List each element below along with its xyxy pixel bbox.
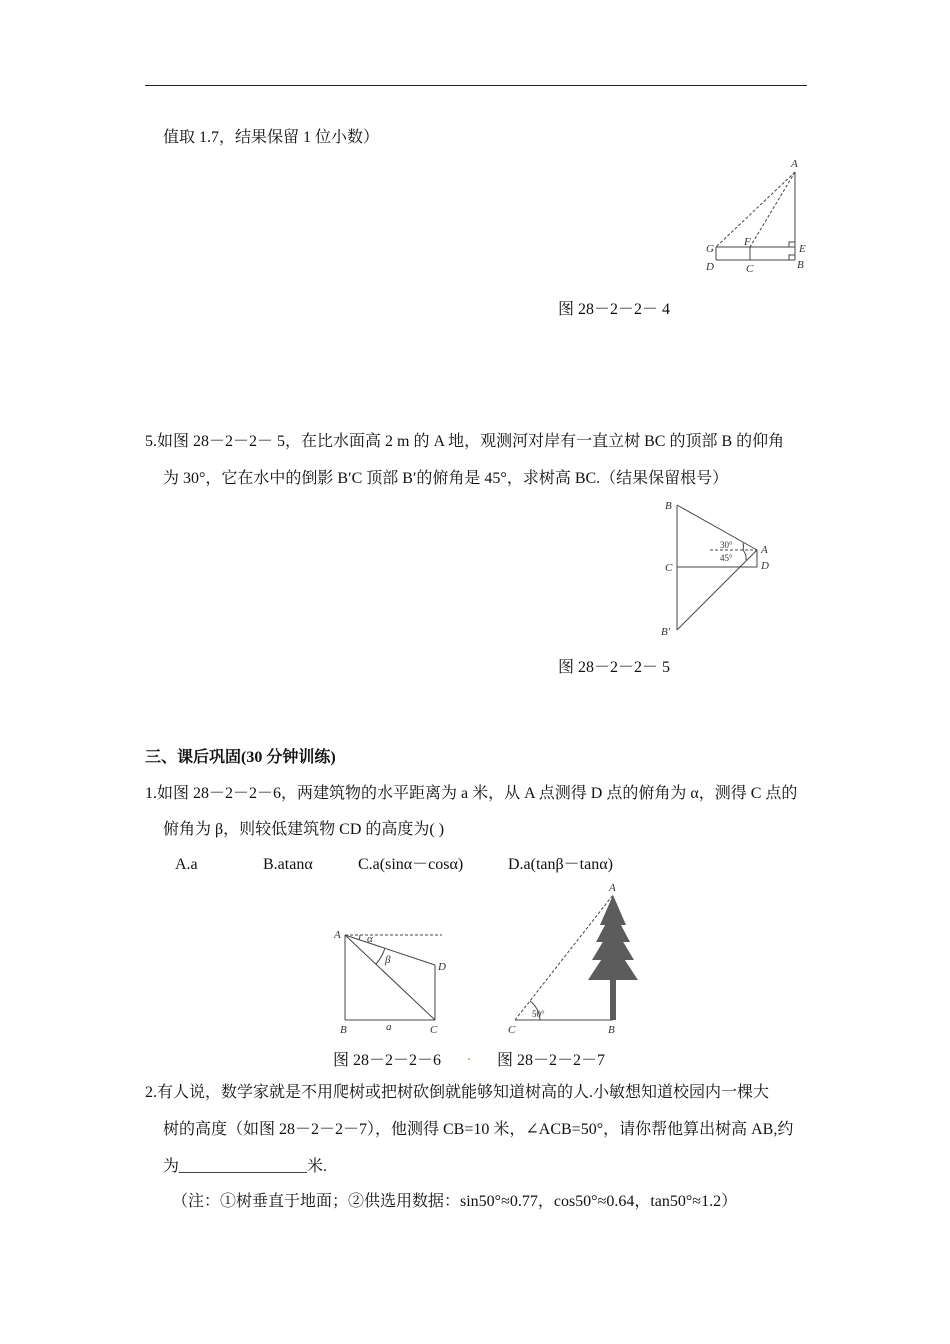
- fig5-angle-45: 45°: [720, 553, 733, 563]
- p2-line1: 2.有人说，数学家就是不用爬树或把树砍倒就能够知道树高的人.小敏想知道校园内一棵大: [145, 1084, 770, 1101]
- fig7-caption: 图 28－2－2－7: [497, 1052, 606, 1069]
- fig4-label-E: E: [799, 243, 806, 255]
- p1-option-b: B.atanα: [263, 856, 313, 873]
- fig7-angle-50: 50°: [532, 1009, 545, 1019]
- q5-line1: 5.如图 28－2－2－ 5，在比水面高 2 m 的 A 地，观测河对岸有一直立树 BC 的顶部 B 的仰角: [145, 433, 785, 450]
- fig4-right-angle-B: [789, 255, 795, 260]
- fig4-right-angle-E: [789, 242, 795, 247]
- p1-option-d: D.a(tanβ－tanα): [508, 856, 613, 873]
- fig5-angle-30: 30°: [720, 540, 733, 550]
- figure-28-2-2-5: [655, 495, 785, 645]
- section3-title: 三、课后巩固(30 分钟训练): [145, 749, 336, 766]
- fig7-label-C: C: [508, 1024, 516, 1036]
- fig6-angle-arc-alpha: [359, 935, 360, 940]
- fig6-label-C: C: [430, 1024, 438, 1036]
- fig4-line-AG: [716, 172, 795, 247]
- p1-option-a: A.a: [175, 856, 198, 873]
- fig5-label-B: B: [665, 500, 672, 512]
- p1-option-c: C.a(sinα－cosα): [358, 856, 464, 873]
- fig5-label-D: D: [761, 560, 769, 572]
- fig6-label-a: a: [386, 1021, 392, 1033]
- fig-caption-separator: .: [467, 1047, 471, 1064]
- fig6-angle-arc-beta: [376, 948, 385, 964]
- p1-line2: 俯角为 β，则较低建筑物 CD 的高度为( ): [163, 821, 445, 838]
- fig4-label-A: A: [791, 158, 798, 170]
- p2-line3: 为________________米.: [163, 1158, 328, 1175]
- fig6-label-D: D: [438, 961, 446, 973]
- p2-note: （注：①树垂直于地面；②供选用数据：sin50°≈0.77，cos50°≈0.64，tan50°≈1.2）: [172, 1193, 738, 1210]
- fig5-line-ABp: [677, 550, 757, 630]
- fig4-line-AF: [750, 172, 795, 247]
- fig4-label-B: B: [797, 259, 804, 271]
- fig5-angle-arc-45: [743, 550, 746, 560]
- p1-line1: 1.如图 28－2－2－6，两建筑物的水平距离为 a 米，从 A 点测得 D 点的俯角为 α，测得 C 点的: [145, 785, 798, 802]
- fig4-label-D: D: [706, 261, 714, 273]
- fig6-line-AC: [345, 935, 435, 1020]
- fig4-caption: 图 28－2－2－ 4: [558, 301, 671, 318]
- fig7-tree-icon: [588, 895, 638, 1020]
- fig6-caption: 图 28－2－2－6: [333, 1052, 442, 1069]
- figure-28-2-2-7: [500, 880, 645, 1040]
- fig6-label-B: B: [340, 1024, 347, 1036]
- fig7-label-B: B: [608, 1024, 615, 1036]
- q5-line2: 为 30°，它在水中的倒影 B′C 顶部 B′的俯角是 45°，求树高 BC.（结果保留根号）: [163, 470, 729, 487]
- fig7-label-A: A: [609, 882, 616, 894]
- figure-28-2-2-6: [330, 925, 455, 1040]
- p2-line2: 树的高度（如图 28－2－2－7），他测得 CB=10 米，∠ACB=50°，请你帮他算出树高 AB,约: [163, 1121, 794, 1138]
- fig5-label-C: C: [665, 562, 673, 574]
- fig4-label-C: C: [746, 263, 754, 275]
- fig5-caption: 图 28－2－2－ 5: [558, 659, 671, 676]
- fig5-label-A: A: [761, 544, 768, 556]
- header-continuation-text: 值取 1.7，结果保留 1 位小数）: [163, 129, 380, 146]
- header-rule: [145, 85, 807, 86]
- figure-28-2-2-4: [700, 155, 820, 280]
- fig6-label-A: A: [334, 929, 341, 941]
- fig6-label-alpha: α: [367, 933, 373, 945]
- fig4-label-G: G: [706, 243, 714, 255]
- fig5-line-AB: [677, 505, 757, 550]
- fig5-label-Bprime: B′: [661, 626, 671, 638]
- fig6-label-beta: β: [385, 954, 391, 966]
- fig4-label-F: F: [744, 236, 751, 248]
